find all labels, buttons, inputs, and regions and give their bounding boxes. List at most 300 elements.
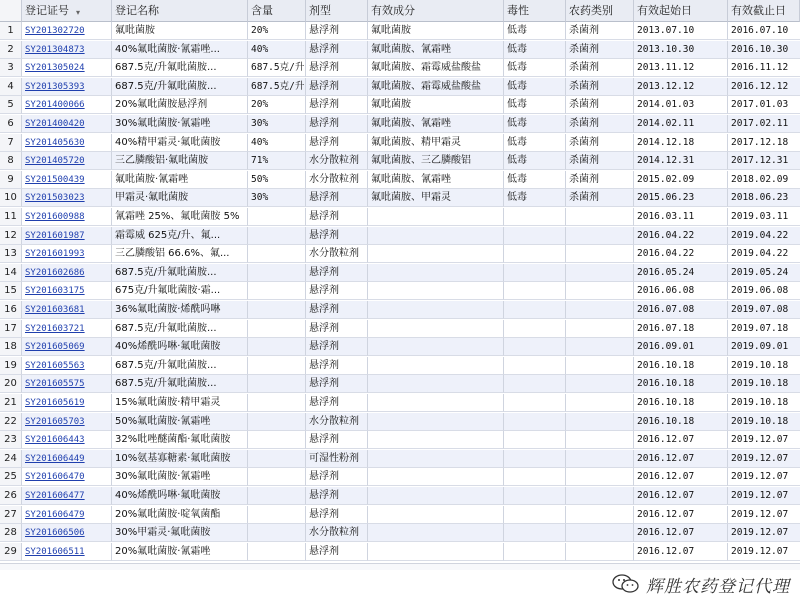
registration-no-link[interactable]: [22, 357, 112, 375]
registration-name: 40%烯酰吗啉·氟吡菌胺: [112, 338, 248, 356]
formulation-cell: 水分散粒剂: [306, 413, 368, 431]
start-date-cell: 2016.04.22: [634, 227, 728, 245]
header-toxicity[interactable]: 毒性: [504, 0, 566, 22]
registration-name: 40%氟吡菌胺·氰霜唑...: [112, 41, 248, 59]
table-row[interactable]: [0, 543, 800, 561]
registration-link[interactable]: SY201503023: [25, 193, 85, 204]
ingredients-cell: [368, 320, 504, 338]
table-row[interactable]: [0, 227, 800, 245]
formulation-cell: 悬浮剂: [306, 78, 368, 96]
ingredients-cell: [368, 338, 504, 356]
row-number: 22: [0, 413, 22, 431]
registration-link[interactable]: SY201605563: [25, 360, 85, 371]
start-date-cell: 2016.07.08: [634, 301, 728, 319]
registration-name: 20%氟吡菌胺·啶氧菌酯: [112, 506, 248, 524]
start-date-cell: 2016.03.11: [634, 208, 728, 226]
content-cell: [248, 450, 306, 468]
content-cell: 71%: [248, 152, 306, 170]
toxicity-cell: [504, 394, 566, 412]
content-cell: 687.5克/升: [248, 78, 306, 96]
table-row[interactable]: [0, 506, 800, 524]
registration-link[interactable]: SY201606479: [25, 509, 85, 520]
table-row[interactable]: [0, 115, 800, 133]
content-cell: [248, 487, 306, 505]
row-number-header[interactable]: [0, 0, 22, 22]
registration-no-link[interactable]: [22, 96, 112, 114]
formulation-cell: 悬浮剂: [306, 506, 368, 524]
registration-link[interactable]: SY201405630: [25, 137, 85, 148]
end-date-cell: 2019.03.11: [728, 208, 800, 226]
toxicity-cell: [504, 264, 566, 282]
toxicity-cell: 低毒: [504, 115, 566, 133]
category-cell: [566, 245, 634, 263]
content-cell: [248, 245, 306, 263]
registration-name: 687.5克/升氟吡菌胺...: [112, 357, 248, 375]
start-date-cell: 2014.12.31: [634, 152, 728, 170]
end-date-cell: 2019.04.22: [728, 227, 800, 245]
registration-name: 氰霜唑 25%、氟吡菌胺 5%: [112, 208, 248, 226]
toxicity-cell: [504, 282, 566, 300]
registration-link[interactable]: SY201603681: [25, 305, 85, 315]
ingredients-cell: 氟吡菌胺、霜霉威盐酸盐: [368, 59, 504, 77]
header-category[interactable]: 农药类别: [566, 0, 634, 22]
formulation-cell: 可湿性粉剂: [306, 450, 368, 468]
table-row[interactable]: [0, 208, 800, 226]
start-date-cell: 2016.12.07: [634, 506, 728, 524]
header-label: 登记证号: [25, 4, 69, 17]
table-row[interactable]: [0, 320, 800, 338]
content-cell: [248, 208, 306, 226]
category-cell: 杀菌剂: [566, 134, 634, 152]
table-row[interactable]: [0, 282, 800, 300]
row-number: 7: [0, 134, 22, 152]
toxicity-cell: [504, 375, 566, 393]
ingredients-cell: [368, 468, 504, 486]
registration-name: 三乙膦酸铝 66.6%、氟...: [112, 245, 248, 263]
row-number: 1: [0, 22, 22, 40]
toxicity-cell: [504, 431, 566, 449]
registration-link[interactable]: SY201606477: [25, 491, 85, 501]
end-date-cell: 2017.02.11: [728, 115, 800, 133]
registration-name: 甲霜灵·氟吡菌胺: [112, 189, 248, 207]
table-row[interactable]: [0, 524, 800, 542]
end-date-cell: 2019.12.07: [728, 450, 800, 468]
table-row[interactable]: [0, 357, 800, 375]
table-row[interactable]: [0, 152, 800, 170]
toxicity-cell: [504, 413, 566, 431]
table-row[interactable]: [0, 487, 800, 505]
table-row[interactable]: [0, 301, 800, 319]
table-row[interactable]: [0, 338, 800, 356]
registration-no-link[interactable]: [22, 171, 112, 189]
registration-link[interactable]: SY201600988: [25, 212, 85, 222]
formulation-cell: 悬浮剂: [306, 22, 368, 40]
toxicity-cell: [504, 320, 566, 338]
registration-no-link[interactable]: [22, 506, 112, 524]
toxicity-cell: [504, 524, 566, 542]
row-number: 27: [0, 506, 22, 524]
toxicity-cell: [504, 301, 566, 319]
registration-name: 10%氨基寡糖素·氟吡菌胺: [112, 450, 248, 468]
registration-link[interactable]: SY201605619: [25, 398, 85, 408]
registration-name: 30%氟吡菌胺·氰霜唑: [112, 115, 248, 133]
row-number: 10: [0, 189, 22, 207]
toxicity-cell: 低毒: [504, 59, 566, 77]
watermark-text: 辉胜农药登记代理: [646, 576, 790, 597]
content-cell: 687.5克/升: [248, 59, 306, 77]
formulation-cell: 水分散粒剂: [306, 171, 368, 189]
start-date-cell: 2016.10.18: [634, 413, 728, 431]
table-row[interactable]: [0, 189, 800, 207]
ingredients-cell: 氟吡菌胺、霜霉威盐酸盐: [368, 78, 504, 96]
registration-name: 15%氟吡菌胺·精甲霜灵: [112, 394, 248, 412]
toxicity-cell: 低毒: [504, 134, 566, 152]
content-cell: 30%: [248, 189, 306, 207]
registration-no-link[interactable]: [22, 189, 112, 207]
header-end-date[interactable]: 有效截止日: [728, 0, 800, 22]
formulation-cell: 悬浮剂: [306, 543, 368, 561]
category-cell: 杀菌剂: [566, 59, 634, 77]
category-cell: 杀菌剂: [566, 152, 634, 170]
table-row[interactable]: [0, 264, 800, 282]
category-cell: [566, 301, 634, 319]
category-cell: 杀菌剂: [566, 22, 634, 40]
start-date-cell: 2013.12.12: [634, 78, 728, 96]
registration-name: 687.5克/升氟吡菌胺...: [112, 59, 248, 77]
registration-link[interactable]: SY201400420: [25, 119, 85, 129]
end-date-cell: 2018.02.09: [728, 171, 800, 189]
content-cell: [248, 320, 306, 338]
ingredients-cell: [368, 227, 504, 245]
content-cell: [248, 282, 306, 300]
toxicity-cell: [504, 450, 566, 468]
ingredients-cell: 氟吡菌胺、精甲霜灵: [368, 134, 504, 152]
registration-no-link[interactable]: [22, 301, 112, 319]
row-number: 3: [0, 59, 22, 77]
registration-name: 687.5克/升氟吡菌胺...: [112, 320, 248, 338]
content-cell: [248, 375, 306, 393]
formulation-cell: 悬浮剂: [306, 96, 368, 114]
ingredients-cell: [368, 245, 504, 263]
table-row[interactable]: [0, 171, 800, 189]
start-date-cell: 2016.10.18: [634, 375, 728, 393]
row-number: 13: [0, 245, 22, 263]
end-date-cell: 2019.04.22: [728, 245, 800, 263]
ingredients-cell: [368, 394, 504, 412]
registration-no-link[interactable]: [22, 394, 112, 412]
row-number: 18: [0, 338, 22, 356]
toxicity-cell: 低毒: [504, 22, 566, 40]
ingredients-cell: [368, 487, 504, 505]
table-row[interactable]: [0, 394, 800, 412]
registration-link[interactable]: SY201605069: [25, 342, 85, 353]
registration-no-link[interactable]: [22, 115, 112, 133]
registration-name: 20%氟吡菌胺悬浮剂: [112, 96, 248, 114]
registration-link[interactable]: SY201400066: [25, 100, 85, 111]
category-cell: [566, 543, 634, 561]
row-number: 9: [0, 171, 22, 189]
header-registration-name[interactable]: 登记名称: [112, 0, 248, 22]
content-cell: [248, 301, 306, 319]
category-cell: [566, 394, 634, 412]
end-date-cell: 2019.10.18: [728, 357, 800, 375]
toxicity-cell: 低毒: [504, 171, 566, 189]
toxicity-cell: 低毒: [504, 41, 566, 59]
ingredients-cell: 氟吡菌胺、氰霜唑: [368, 171, 504, 189]
registration-name: 687.5克/升氟吡菌胺...: [112, 264, 248, 282]
content-cell: [248, 413, 306, 431]
start-date-cell: 2016.12.07: [634, 543, 728, 561]
content-cell: 40%: [248, 41, 306, 59]
end-date-cell: 2019.10.18: [728, 394, 800, 412]
registration-name: 36%氟吡菌胺·烯酰吗啉: [112, 301, 248, 319]
toxicity-cell: [504, 487, 566, 505]
registration-no-link[interactable]: [22, 152, 112, 170]
toxicity-cell: [504, 227, 566, 245]
ingredients-cell: 氟吡菌胺、三乙膦酸铝: [368, 152, 504, 170]
header-start-date[interactable]: 有效起始日: [634, 0, 728, 22]
formulation-cell: 悬浮剂: [306, 338, 368, 356]
header-ingredients[interactable]: 有效成分: [368, 0, 504, 22]
content-cell: 20%: [248, 96, 306, 114]
end-date-cell: 2019.07.08: [728, 301, 800, 319]
registration-no-link[interactable]: [22, 41, 112, 59]
row-number: 4: [0, 78, 22, 96]
start-date-cell: 2016.10.18: [634, 394, 728, 412]
end-date-cell: 2019.12.07: [728, 506, 800, 524]
ingredients-cell: [368, 450, 504, 468]
end-date-cell: 2019.05.24: [728, 264, 800, 282]
end-date-cell: 2019.10.18: [728, 413, 800, 431]
category-cell: 杀菌剂: [566, 115, 634, 133]
start-date-cell: 2016.12.07: [634, 450, 728, 468]
start-date-cell: 2016.04.22: [634, 245, 728, 263]
row-number: 19: [0, 357, 22, 375]
registration-no-link[interactable]: [22, 450, 112, 468]
content-cell: [248, 357, 306, 375]
registration-no-link[interactable]: [22, 524, 112, 542]
content-cell: 20%: [248, 22, 306, 40]
registration-link[interactable]: SY201305024: [25, 63, 85, 74]
registration-link[interactable]: SY201605703: [25, 416, 85, 427]
formulation-cell: 悬浮剂: [306, 431, 368, 449]
toxicity-cell: [504, 506, 566, 524]
ingredients-cell: [368, 208, 504, 226]
end-date-cell: 2019.10.18: [728, 375, 800, 393]
ingredients-cell: [368, 543, 504, 561]
formulation-cell: 水分散粒剂: [306, 524, 368, 542]
start-date-cell: 2016.12.07: [634, 524, 728, 542]
category-cell: [566, 375, 634, 393]
start-date-cell: 2016.12.07: [634, 431, 728, 449]
toxicity-cell: [504, 468, 566, 486]
ingredients-cell: [368, 264, 504, 282]
sort-icon: ▾: [76, 8, 81, 17]
registration-no-link[interactable]: [22, 264, 112, 282]
formulation-cell: 水分散粒剂: [306, 152, 368, 170]
registration-name: 氟吡菌胺: [112, 22, 248, 40]
ingredients-cell: 氟吡菌胺: [368, 96, 504, 114]
registration-link[interactable]: SY201605575: [25, 379, 85, 390]
registration-no-link[interactable]: [22, 320, 112, 338]
end-date-cell: 2017.12.31: [728, 152, 800, 170]
registration-no-link[interactable]: [22, 22, 112, 40]
registration-name: 20%氟吡菌胺·氰霜唑: [112, 543, 248, 561]
registration-no-link[interactable]: [22, 134, 112, 152]
end-date-cell: 2018.06.23: [728, 189, 800, 207]
registration-link[interactable]: SY201606511: [25, 546, 85, 557]
table-row[interactable]: [0, 134, 800, 152]
start-date-cell: 2015.02.09: [634, 171, 728, 189]
registration-no-link[interactable]: [22, 338, 112, 356]
category-cell: 杀菌剂: [566, 171, 634, 189]
end-date-cell: 2016.10.30: [728, 41, 800, 59]
end-date-cell: 2016.07.10: [728, 22, 800, 40]
registration-no-link[interactable]: [22, 413, 112, 431]
registration-no-link[interactable]: [22, 487, 112, 505]
registration-link[interactable]: SY201606449: [25, 453, 85, 464]
formulation-cell: 悬浮剂: [306, 357, 368, 375]
registration-name: 三乙膦酸铝·氟吡菌胺: [112, 152, 248, 170]
registration-link[interactable]: SY201603175: [25, 286, 85, 297]
start-date-cell: 2016.10.18: [634, 357, 728, 375]
registration-link[interactable]: SY201305393: [25, 81, 85, 92]
category-cell: [566, 227, 634, 245]
formulation-cell: 悬浮剂: [306, 41, 368, 59]
end-date-cell: 2016.11.12: [728, 59, 800, 77]
registration-link[interactable]: SY201602686: [25, 267, 85, 278]
table-row[interactable]: [0, 375, 800, 393]
registration-name: 675克/升氟吡菌胺·霜...: [112, 282, 248, 300]
row-number: 21: [0, 394, 22, 412]
category-cell: 杀菌剂: [566, 189, 634, 207]
content-cell: 30%: [248, 115, 306, 133]
header-formulation[interactable]: 剂型: [306, 0, 368, 22]
ingredients-cell: 氟吡菌胺、甲霜灵: [368, 189, 504, 207]
start-date-cell: 2013.10.30: [634, 41, 728, 59]
header-registration-no[interactable]: [22, 0, 112, 22]
row-number: 8: [0, 152, 22, 170]
end-date-cell: 2019.12.07: [728, 524, 800, 542]
formulation-cell: 悬浮剂: [306, 468, 368, 486]
table-row[interactable]: [0, 78, 800, 96]
toxicity-cell: [504, 543, 566, 561]
formulation-cell: 悬浮剂: [306, 394, 368, 412]
formulation-cell: 悬浮剂: [306, 227, 368, 245]
end-date-cell: 2019.12.07: [728, 468, 800, 486]
formulation-cell: 悬浮剂: [306, 115, 368, 133]
table-row[interactable]: [0, 413, 800, 431]
content-cell: [248, 468, 306, 486]
row-number: 15: [0, 282, 22, 300]
toxicity-cell: [504, 208, 566, 226]
registration-link[interactable]: SY201606506: [25, 528, 85, 539]
registration-link[interactable]: SY201304873: [25, 44, 85, 55]
registration-link[interactable]: SY201601987: [25, 230, 85, 241]
registration-no-link[interactable]: [22, 208, 112, 226]
content-cell: [248, 543, 306, 561]
registration-link[interactable]: SY201603721: [25, 323, 85, 334]
row-number: 26: [0, 487, 22, 505]
content-cell: [248, 338, 306, 356]
table-row[interactable]: [0, 41, 800, 59]
end-date-cell: 2016.12.12: [728, 78, 800, 96]
table-row[interactable]: [0, 96, 800, 114]
registration-link[interactable]: SY201302720: [25, 26, 85, 36]
content-cell: [248, 227, 306, 245]
row-number: 25: [0, 468, 22, 486]
category-cell: [566, 264, 634, 282]
formulation-cell: 悬浮剂: [306, 208, 368, 226]
formulation-cell: 悬浮剂: [306, 301, 368, 319]
content-cell: [248, 524, 306, 542]
start-date-cell: 2016.06.08: [634, 282, 728, 300]
start-date-cell: 2014.12.18: [634, 134, 728, 152]
table-row[interactable]: [0, 431, 800, 449]
registration-no-link[interactable]: [22, 78, 112, 96]
end-date-cell: 2017.12.18: [728, 134, 800, 152]
registration-name: 50%氟吡菌胺·氰霜唑: [112, 413, 248, 431]
start-date-cell: 2016.12.07: [634, 487, 728, 505]
registration-no-link[interactable]: [22, 468, 112, 486]
content-cell: [248, 431, 306, 449]
registration-no-link[interactable]: [22, 245, 112, 263]
registration-link[interactable]: SY201500439: [25, 174, 85, 185]
registration-no-link[interactable]: [22, 227, 112, 245]
end-date-cell: 2019.12.07: [728, 543, 800, 561]
registration-no-link[interactable]: [22, 59, 112, 77]
registration-name: 霜霉威 625克/升、氟...: [112, 227, 248, 245]
formulation-cell: 悬浮剂: [306, 282, 368, 300]
ingredients-cell: [368, 506, 504, 524]
table-row[interactable]: [0, 450, 800, 468]
registration-link[interactable]: SY201601993: [25, 249, 85, 260]
category-cell: 杀菌剂: [566, 96, 634, 114]
registration-no-link[interactable]: [22, 431, 112, 449]
registration-no-link[interactable]: [22, 375, 112, 393]
row-number: 28: [0, 524, 22, 542]
ingredients-cell: [368, 413, 504, 431]
ingredients-cell: [368, 524, 504, 542]
category-cell: [566, 282, 634, 300]
table-row[interactable]: [0, 468, 800, 486]
table-row[interactable]: [0, 245, 800, 263]
registration-link[interactable]: SY201606470: [25, 472, 85, 483]
toxicity-cell: 低毒: [504, 189, 566, 207]
registration-link[interactable]: SY201405720: [25, 156, 85, 167]
registration-no-link[interactable]: [22, 543, 112, 561]
toxicity-cell: 低毒: [504, 152, 566, 170]
table-row[interactable]: [0, 59, 800, 77]
row-number: 17: [0, 320, 22, 338]
ingredients-cell: [368, 357, 504, 375]
ingredients-cell: 氟吡菌胺: [368, 22, 504, 40]
toxicity-cell: [504, 357, 566, 375]
toxicity-cell: [504, 245, 566, 263]
start-date-cell: 2016.09.01: [634, 338, 728, 356]
row-number: 16: [0, 301, 22, 319]
category-cell: [566, 506, 634, 524]
registration-link[interactable]: SY201606443: [25, 435, 85, 446]
category-cell: [566, 357, 634, 375]
registration-no-link[interactable]: [22, 282, 112, 300]
end-date-cell: 2019.06.08: [728, 282, 800, 300]
header-content[interactable]: 含量: [248, 0, 306, 22]
category-cell: [566, 413, 634, 431]
row-number: 23: [0, 431, 22, 449]
formulation-cell: 悬浮剂: [306, 320, 368, 338]
table-row[interactable]: [0, 22, 800, 40]
